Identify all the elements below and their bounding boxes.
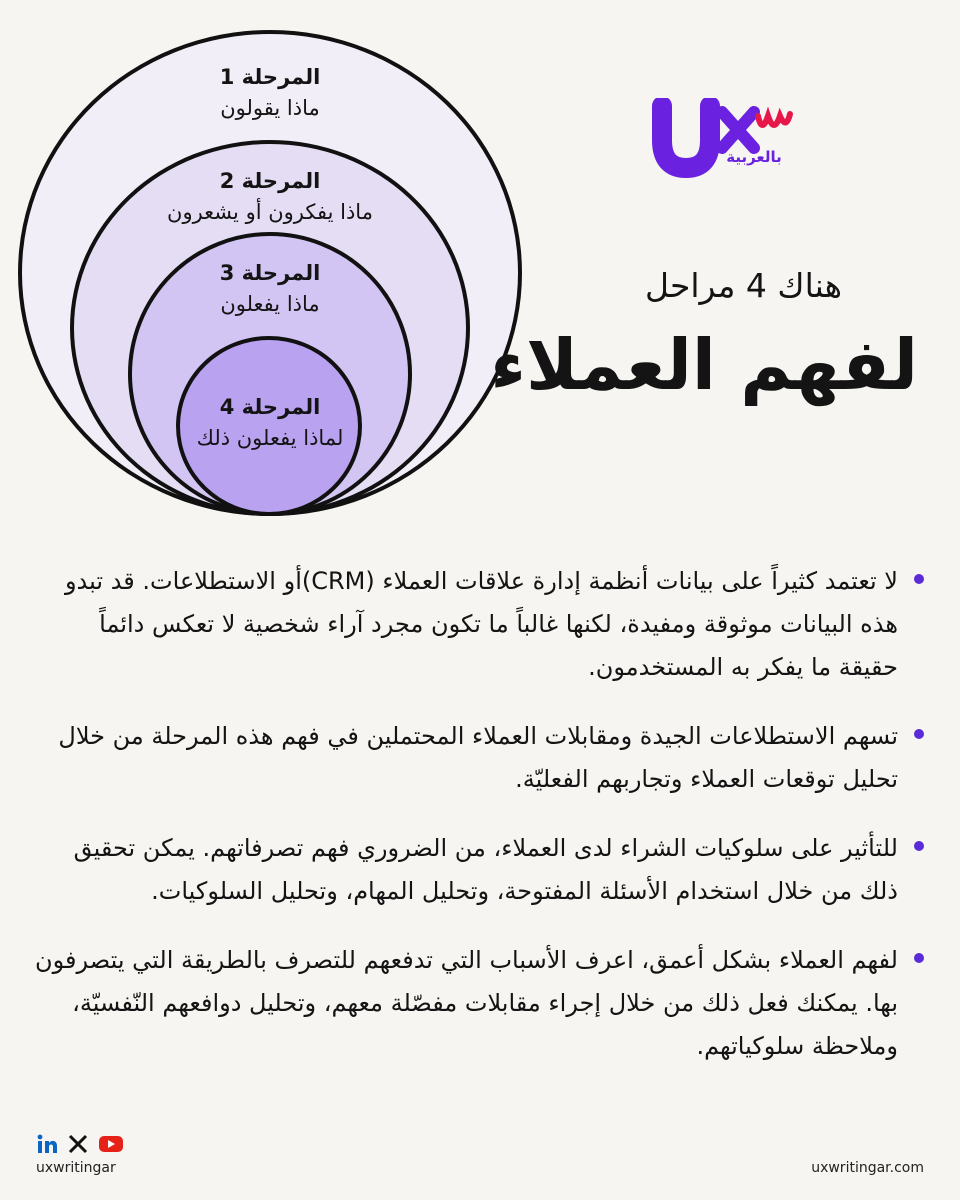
page-title: لفهم العملاء [490,324,918,406]
list-item [34,827,926,913]
bullet-list [34,560,926,1094]
stage-title: المرحلة 2 [219,169,321,193]
stage-2-label [120,166,420,228]
stage-3-label [120,258,420,320]
headline: هناك 4 مراحل [644,266,842,305]
bullet-dot-icon [914,729,924,739]
bullet-text: لفهم العملاء بشكل أعمق، اعرف الأسباب التي تدفعهم للتصرف بالطريقة التي يتصرفون بها. يمكنك فعل ذلك من خلال إجراء مقابلات مفصّلة معهم، وتحليل دوافعهم النّفسيّة، وملاحظة سلوكياتهم. [35,946,898,1060]
footer-handle[interactable]: uxwritingar [36,1160,116,1176]
footer-website-link[interactable]: uxwritingar.com [811,1160,924,1176]
bullet-dot-icon [914,841,924,851]
bullet-text: لا تعتمد كثيراً على بيانات أنظمة إدارة علاقات العملاء (CRM)أو الاستطلاعات. قد تبدو هذه البيانات موثوقة ومفيدة، لكنها غالباً ما تكون مجرد آراء شخصية لا تعكس دائماً حقيقة ما يفكر به المستخدمون. [64,567,898,681]
bullet-text: تسهم الاستطلاعات الجيدة ومقابلات العملاء المحتملين في فهم هذه المرحلة من خلال تحليل توقعات العملاء وتجاربهم الفعليّة. [58,722,898,793]
list-item [34,939,926,1068]
list-item [34,715,926,801]
list-item [34,560,926,689]
logo-text: بالعربية [726,148,782,166]
bullet-text: للتأثير على سلوكيات الشراء لدى العملاء، من الضروري فهم تصرفاتهم. يمكن تحقيق ذلك من خلال استخدام الأسئلة المفتوحة، وتحليل المهام، وتحليل السلوكيات. [73,834,898,905]
stage-subtitle: ماذا يقولون [220,96,320,120]
social-links [36,1133,124,1155]
bullet-dot-icon [914,574,924,584]
stage-title: المرحلة 3 [219,261,321,285]
x-icon[interactable] [68,1134,88,1154]
youtube-icon[interactable] [98,1134,124,1154]
stage-1-label [120,62,420,124]
stage-subtitle: لماذا يفعلون ذلك [196,426,344,450]
stage-4-label [120,392,420,454]
stage-subtitle: ماذا يفكرون أو يشعرون [167,200,373,224]
uxw-logo-icon [650,98,800,180]
bullet-dot-icon [914,953,924,963]
stage-title: المرحلة 1 [219,65,321,89]
stage-title: المرحلة 4 [219,395,321,419]
linkedin-icon[interactable] [36,1133,58,1155]
stage-subtitle: ماذا يفعلون [220,292,320,316]
